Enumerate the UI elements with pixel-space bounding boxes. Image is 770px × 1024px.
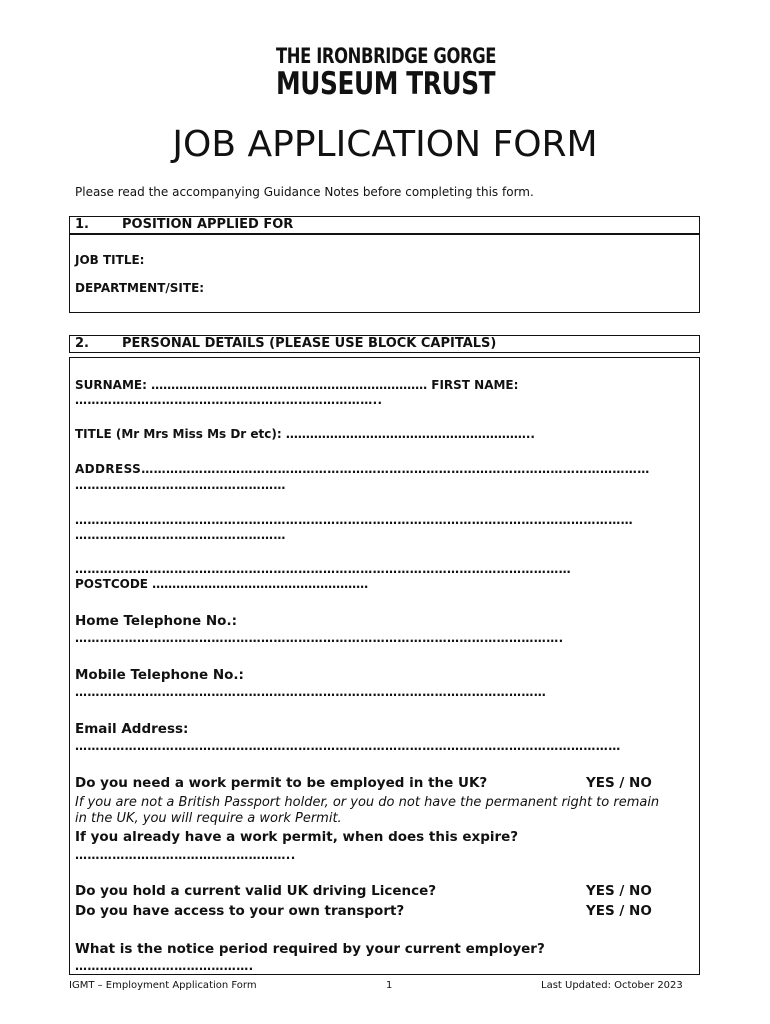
transport-yes-no[interactable]: YES / NO [586,903,652,919]
footer-page-number: 1 [386,980,393,991]
permit-expire-question: If you already have a work permit, when does this expire? [75,829,519,845]
department-field[interactable]: DEPARTMENT/SITE: [75,281,205,295]
section-1-heading: POSITION APPLIED FOR [122,217,294,232]
home-telephone-field[interactable]: ………………………………………………………………………………………………………. [75,631,564,645]
logo-line-2: MUSEUM TRUST [276,66,496,102]
work-permit-yes-no[interactable]: YES / NO [586,775,652,791]
permit-expire-field[interactable]: …………………………………………….. [75,848,296,862]
address-line-4[interactable]: …………………………………………… [75,528,286,542]
work-permit-question: Do you need a work permit to be employed in the UK? [75,775,488,791]
section-1-box [69,234,700,313]
surname-field[interactable]: SURNAME: …………………………………………………………… FIRST NAME: [75,378,519,392]
job-title-field[interactable]: JOB TITLE: [75,253,145,267]
mobile-telephone-field[interactable]: …………………………………………………………………………………………………… [75,685,547,699]
licence-question: Do you hold a current valid UK driving Licence? [75,883,437,899]
address-line-3[interactable]: ……………………………………………………………………………………………………………………… [75,513,633,527]
section-1-header [69,216,700,234]
address-line-5[interactable]: ………………………………………………………………………………………………………… [75,562,571,576]
work-permit-note: If you are not a British Passport holder, or you do not have the permanent right to remain in the UK, you will require a work Permit. [75,795,660,826]
section-2-header [69,335,700,353]
postcode-field[interactable]: POSTCODE ……………………………………………… [75,577,369,591]
notice-period-question: What is the notice period required by your current employer? [75,941,545,957]
intro-text: Please read the accompanying Guidance Notes before completing this form. [75,185,534,199]
museum-logo [276,44,506,100]
footer-last-updated: Last Updated: October 2023 [541,980,683,991]
transport-question: Do you have access to your own transport? [75,903,405,919]
address-line-1[interactable]: ADDRESS…………………………………………………………………………………………………………… [75,462,650,476]
section-2-heading: PERSONAL DETAILS (PLEASE USE BLOCK CAPITALS) [122,336,497,351]
address-line-2[interactable]: …………………………………………… [75,478,286,492]
title-field[interactable]: TITLE (Mr Mrs Miss Ms Dr etc): …………………………………………………….. [75,427,535,441]
section-1-number: 1. [75,217,89,232]
licence-yes-no[interactable]: YES / NO [586,883,652,899]
home-telephone-label: Home Telephone No.: [75,613,237,629]
notice-period-field[interactable]: ……………………………………. [75,959,254,973]
first-name-field[interactable]: ……………………………………………………………….. [75,393,383,407]
mobile-telephone-label: Mobile Telephone No.: [75,667,244,683]
email-field[interactable]: …………………………………………………………………………………………………………………… [75,739,621,753]
section-2-number: 2. [75,336,89,351]
email-label: Email Address: [75,721,189,737]
logo-line-1: THE IRONBRIDGE GORGE [276,44,497,68]
page-title: JOB APPLICATION FORM [172,124,598,165]
footer-form-name: IGMT – Employment Application Form [69,980,257,991]
